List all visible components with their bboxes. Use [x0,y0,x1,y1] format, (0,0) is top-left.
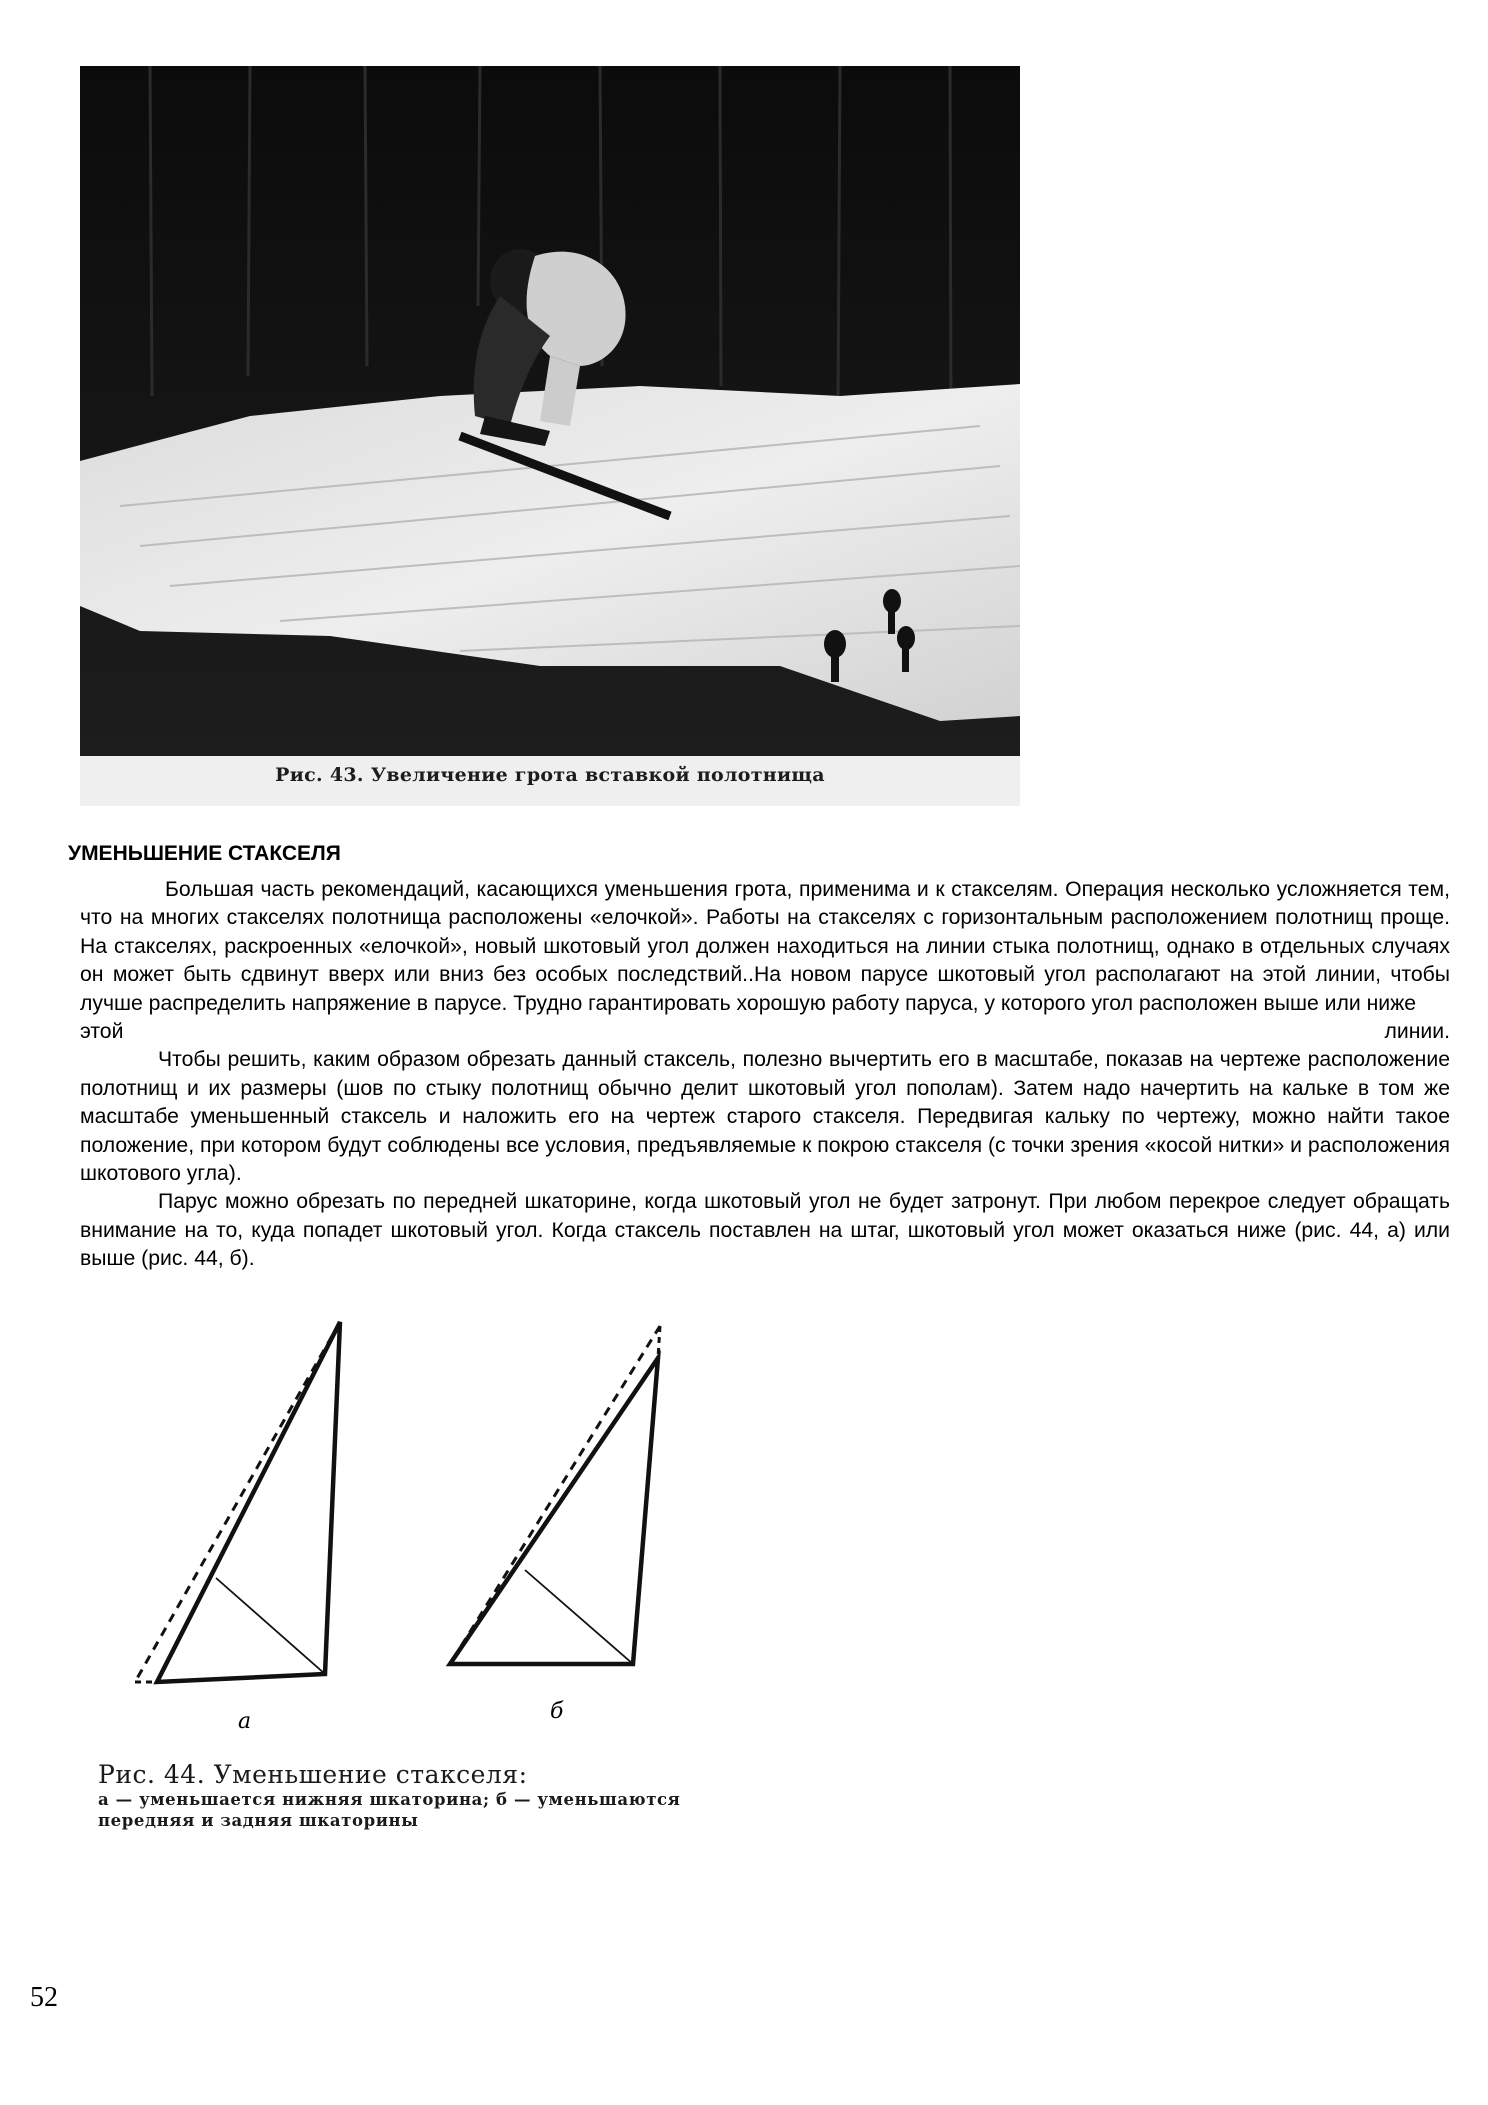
diagram-b-label: б [550,1699,564,1724]
paragraph-2: Чтобы решить, каким образом обрезать данный стаксель, полезно вычертить его в масштабе, показав на чертеже расположение полотнищ и их размеры (шов по стыку полотнищ обычно делит шкотовый угол пополам). Затем надо начертить на кальке в том же масштабе уменьшенный стаксель и наложить его на чертеж старого стакселя. Передвигая кальку по чертежу, можно найти такое положение, при котором будут соблюдены все условия, предъявляемые к покрою стакселя (с точки зрения «косой нитки» и расположения шкотового угла). [80,1048,1450,1186]
diagram-a-original-luff [135,1322,340,1682]
figure-44-svg [120,1320,760,1750]
paragraph-1-last-left: этой [80,1020,124,1044]
section-title: УМЕНЬШЕНИЕ СТАКСЕЛЯ [68,842,341,865]
diagram-b-original-leech [658,1326,660,1358]
diagram-a-seam [216,1578,325,1674]
diagram-b [450,1326,660,1724]
diagram-b-seam [525,1570,633,1664]
figure-43-photo [80,66,1020,806]
diagram-b-original-luff [450,1326,660,1664]
body-text [80,876,1450,1274]
paragraph-1-last-line [80,1018,1450,1046]
diagram-a-sail [157,1322,340,1682]
paragraph-3: Парус можно обрезать по передней шкаторине, когда шкотовый угол не будет затронут. При любом перекрое следует обращать внимание на то, куда попадет шкотовый угол. Когда стаксель поставлен на штаг, шкотовый угол может оказаться ниже (рис. 44, а) или выше (рис. 44, б). [80,1190,1450,1271]
paragraph-1: Большая часть рекомендаций, касающихся уменьшения грота, применима и к стакселям. Операция несколько усложняется тем, что на многих стакселях полотнища расположены «елочкой». Работы на стакселях с горизонтальным расположением полотнищ проще. На стакселях, раскроенных «елочкой», новый шкотовый угол должен находиться на линии стыка полотнищ, однако в отдельных случаях он может быть сдвинут вверх или вниз без особых последствий..На новом парусе шкотовый угол располагают на этой линии, чтобы лучше распределить напряжение в парусе. Трудно гарантировать хорошую работу паруса, у которого угол расположен выше или ниже [80,878,1450,1015]
figure-44-diagram [120,1320,760,1750]
diagram-b-sail [450,1358,658,1664]
paragraph-1-last-right: линии. [1384,1020,1450,1044]
diagram-a-label: а [238,1709,252,1734]
figure-43-image [80,66,1020,806]
figure-44-caption [98,1760,738,1831]
figure-44-subtitle: а — уменьшается нижняя шкаторина; б — уменьшаются передняя и задняя шкаторины [98,1790,681,1830]
figure-43-caption: Рис. 43. Увеличение грота вставкой полотнища [275,764,825,786]
figure-44-title: Рис. 44. Уменьшение стакселя: [98,1760,528,1789]
diagram-a [135,1322,340,1734]
page-number: 52 [30,1982,58,2013]
